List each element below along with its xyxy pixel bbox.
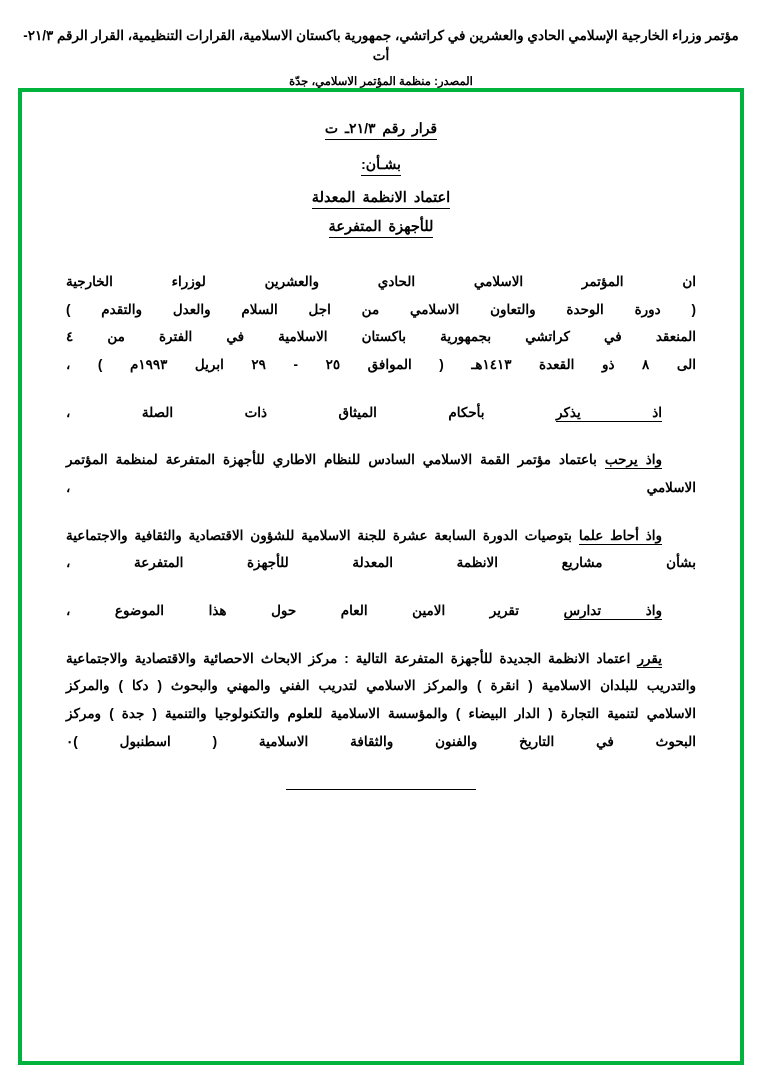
clause-4 xyxy=(66,597,696,625)
document-body xyxy=(22,92,740,810)
clause-1-text: بأحكام الميثاق ذات الصلة ، xyxy=(66,404,485,420)
decision-paragraph xyxy=(66,645,696,756)
topic-line-2 xyxy=(66,219,696,238)
document-frame xyxy=(18,88,744,1065)
decision-lead: يقرر xyxy=(637,650,662,666)
preamble-line-4: الى ٨ ذو القعدة ١٤١٣هـ ( الموافق ٢٥ - ٢٩ ابريل ١٩٩٣م ) ، xyxy=(66,357,696,373)
clause-2-lead: واذ يرحب xyxy=(604,452,662,468)
closing-rule xyxy=(286,789,476,790)
clause-3-lead: واذ أحاط علما xyxy=(578,527,663,543)
preamble-line-3: المنعقد في كراتشي بجمهورية باكستان الاسلامية في الفترة من ٤ xyxy=(66,329,696,345)
clause-2 xyxy=(66,446,696,501)
clause-1 xyxy=(66,399,696,427)
topic-text-2: للأجهزة المتفرعة xyxy=(329,219,434,238)
regarding-line xyxy=(66,156,696,176)
clause-1-lead: اذ يذكر xyxy=(556,404,663,420)
clause-4-lead: واذ تدارس xyxy=(563,603,662,619)
decision-text: اعتماد الانظمة الجديدة للأجهزة المتفرعة التالية : مركز الابحاث الاحصائية والاقتصادية والاجتماعية والتدريب للبلدان الاسلامية ( انقرة ) والمركز الاسلامي لتدريب الفني والمهني والبحوث ( دكا ) والمركز الاسلامي لتنمية التجارة ( الدار البيضاء ) والمؤسسة الاسلامية للعلوم والتكنولوجيا والتنمية ( جدة ) ومركز البحوث في التاريخ والفنون والثقافة الاسلامية ( اسطنبول )٠ xyxy=(66,650,696,749)
clause-3-text: بتوصيات الدورة السابعة عشرة للجنة الاسلامية للشؤون الاقتصادية والثقافية والاجتماعية بشأن مشاريع الانظمة المعدلة للأجهزة المتفرعة ، xyxy=(66,527,696,571)
preamble-paragraph xyxy=(66,268,696,379)
clause-3 xyxy=(66,522,696,577)
clause-2-text: باعتماد مؤتمر القمة الاسلامي السادس للنظام الاطاري للأجهزة المتفرعة لمنظمة المؤتمر الاسلامي ، xyxy=(66,452,696,496)
clause-4-text: تقرير الامين العام حول هذا الموضوع ، xyxy=(66,603,519,619)
page-header xyxy=(0,0,762,94)
regarding-label: بشـأن: xyxy=(361,156,401,176)
topic-text-1: اعتماد الانظمة المعدلة xyxy=(312,190,450,209)
topic-line-1 xyxy=(66,190,696,209)
resolution-number-line xyxy=(66,120,696,140)
page-title: مؤتمر وزراء الخارجية الإسلامي الحادي والعشرين في كراتشي، جمهورية باكستان الاسلامية، القرارات التنظيمية، القرار الرقم ٢١/٣-أت xyxy=(23,28,739,64)
preamble-line-1: ان المؤتمر الاسلامي الحادي والعشرين لوزراء الخارجية xyxy=(66,274,696,289)
source-line: المصدر: منظمة المؤتمر الاسلامي، جدّة xyxy=(289,75,473,88)
resolution-number: قرار رقم ٢١/٣ـ ت xyxy=(325,120,437,140)
preamble-line-2: ( دورة الوحدة والتعاون الاسلامي من اجل السلام والعدل والتقدم ) xyxy=(66,301,696,317)
